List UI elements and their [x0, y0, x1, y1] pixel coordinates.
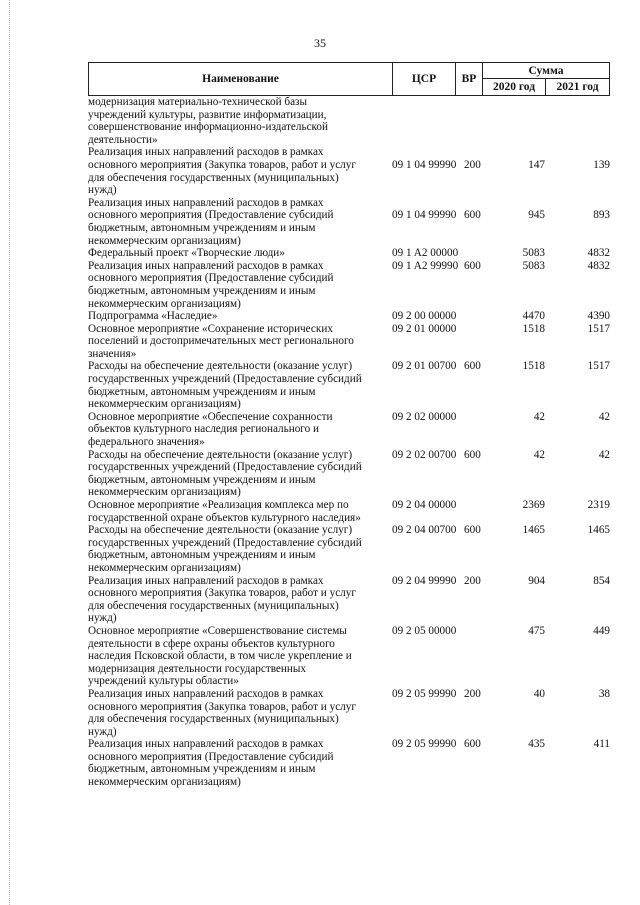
row-sum-2021: 139 [593, 158, 610, 171]
row-name-line: Реализация иных направлений расходов в рамках [88, 146, 324, 159]
row-name-line: некоммерческим организациям) [88, 486, 241, 499]
page-number: 35 [314, 36, 326, 50]
table-header [88, 62, 610, 96]
row-name-line: федерального значения» [88, 436, 205, 449]
row-name-line: государственной охране объектов культурного наследия» [88, 511, 361, 524]
row-vr: 600 [464, 360, 481, 373]
row-name-line: поселений и достопримечательных мест регионального [88, 335, 354, 348]
binding-edge [9, 0, 11, 905]
row-name-line: государственных учреждений (Предоставление субсидий [88, 461, 362, 474]
header-year-2020: 2020 год [482, 79, 545, 95]
row-sum-2020: 5083 [522, 247, 545, 260]
row-sum-2020: 5083 [522, 259, 545, 272]
row-name-line: государственных учреждений (Предоставление субсидий [88, 373, 362, 386]
row-name-line: для обеспечения государственных (муниципальных) [88, 713, 339, 726]
row-name-line: некоммерческим организациям) [88, 776, 241, 789]
row-name-line: основного мероприятия (Закупка товаров, работ и услуг [88, 700, 356, 713]
row-sum-2021: 38 [598, 687, 610, 700]
table-row [88, 499, 610, 524]
row-sum-2021: 449 [593, 624, 610, 637]
row-name [88, 146, 390, 196]
row-name-line: бюджетным, автономным учреждениям и иным [88, 473, 316, 486]
table-row [88, 411, 610, 449]
row-sum-2020: 147 [528, 158, 545, 171]
row-name-line: Реализация иных направлений расходов в рамках [88, 196, 324, 209]
row-csr: 09 1 A2 99990 [392, 259, 459, 272]
header-name: Наименование [202, 73, 279, 85]
table-body [88, 96, 610, 789]
row-name [88, 96, 390, 146]
row-sum-2021: 893 [593, 209, 610, 222]
row-name-line: бюджетным, автономным учреждениям и иным [88, 763, 316, 776]
row-name-line: Реализация иных направлений расходов в рамках [88, 574, 324, 587]
budget-table [88, 62, 610, 789]
row-name-line: модернизация деятельности государственных [88, 662, 306, 675]
table-row [88, 197, 610, 247]
row-csr: 09 2 04 00700 [392, 524, 457, 537]
row-sum-2021: 1517 [587, 322, 610, 335]
row-sum-2020: 42 [533, 410, 545, 423]
row-name-line: основного мероприятия (Предоставление субсидий [88, 750, 334, 763]
row-name-line: значения» [88, 347, 137, 360]
row-sum-2020: 1518 [522, 360, 545, 373]
row-name-line: Основное мероприятие «Совершенствование системы [88, 624, 347, 637]
row-name [88, 625, 390, 688]
table-row [88, 625, 610, 688]
row-csr: 09 2 05 99990 [392, 687, 457, 700]
row-name [88, 323, 390, 361]
row-name-line: некоммерческим организациям) [88, 398, 241, 411]
row-name-line: Основное мероприятие «Обеспечение сохранности [88, 410, 333, 423]
row-name [88, 260, 390, 310]
table-row [88, 260, 610, 310]
header-csr: ЦСР [392, 63, 455, 95]
row-name [88, 310, 390, 323]
row-sum-2020: 475 [528, 624, 545, 637]
table-row [88, 688, 610, 738]
row-name-line: Федеральный проект «Творческие люди» [88, 247, 285, 260]
row-name [88, 411, 390, 449]
row-sum-2020: 1465 [522, 524, 545, 537]
row-name-line: Основное мероприятие «Сохранение исторических [88, 322, 333, 335]
row-sum-2021: 854 [593, 574, 610, 587]
header-year-2021: 2021 год [545, 79, 609, 95]
row-name-line: нужд) [88, 184, 117, 197]
row-name-line: модернизация материально-технической базы [88, 96, 307, 108]
row-sum-2021: 4832 [587, 247, 610, 260]
row-sum-2020: 4470 [522, 310, 545, 323]
row-name-line: нужд) [88, 612, 117, 625]
header-sum: Сумма [482, 63, 609, 79]
row-name-line: Реализация иных направлений расходов в рамках [88, 738, 324, 751]
table-row [88, 323, 610, 361]
table-row [88, 96, 610, 146]
row-name [88, 524, 390, 574]
row-name-line: нужд) [88, 725, 117, 738]
row-name-line: Подпрограмма «Наследие» [88, 310, 218, 323]
row-name-line: наследия Псковской области, в том числе укрепление и [88, 650, 352, 663]
row-csr: 09 2 05 99990 [392, 738, 457, 751]
row-name-line: основного мероприятия (Закупка товаров, работ и услуг [88, 158, 356, 171]
row-name-line: Расходы на обеспечение деятельности (оказание услуг) [88, 360, 353, 373]
row-name-line: для обеспечения государственных (муниципальных) [88, 599, 339, 612]
row-name-line: бюджетным, автономным учреждениям и иным [88, 385, 316, 398]
table-row [88, 738, 610, 788]
row-name-line: некоммерческим организациям) [88, 234, 241, 247]
row-name [88, 738, 390, 788]
row-csr: 09 2 04 99990 [392, 574, 457, 587]
table-row [88, 310, 610, 323]
row-name-line: учреждений культуры области» [88, 675, 239, 688]
row-name-line: Основное мероприятие «Реализация комплекса мер по [88, 499, 349, 511]
row-name [88, 197, 390, 247]
row-sum-2020: 904 [528, 574, 545, 587]
row-name-line: Реализация иных направлений расходов в рамках [88, 259, 324, 272]
row-name-line: бюджетным, автономным учреждениям и иным [88, 284, 316, 297]
row-vr: 200 [464, 158, 481, 171]
row-sum-2021: 1465 [587, 524, 610, 537]
row-name-line: некоммерческим организациям) [88, 561, 241, 574]
row-name-line: основного мероприятия (Предоставление субсидий [88, 272, 334, 285]
row-sum-2020: 945 [528, 209, 545, 222]
table-row [88, 524, 610, 574]
row-csr: 09 2 01 00000 [392, 322, 457, 335]
table-row [88, 449, 610, 499]
row-name-line: деятельности в сфере охраны объектов культурного [88, 637, 335, 650]
row-sum-2021: 2319 [587, 499, 610, 511]
table-row [88, 247, 610, 260]
row-name-line: Реализация иных направлений расходов в рамках [88, 687, 324, 700]
table-row [88, 146, 610, 196]
row-name-line: Расходы на обеспечение деятельности (оказание услуг) [88, 448, 353, 461]
row-sum-2021: 4390 [587, 310, 610, 323]
row-csr: 09 1 A2 00000 [392, 247, 459, 260]
row-name-line: для обеспечения государственных (муниципальных) [88, 171, 339, 184]
row-sum-2020: 1518 [522, 322, 545, 335]
row-csr: 09 2 01 00700 [392, 360, 457, 373]
row-sum-2020: 40 [533, 687, 545, 700]
table-row [88, 575, 610, 625]
row-vr: 600 [464, 738, 481, 751]
table-row [88, 360, 610, 410]
row-sum-2020: 42 [533, 448, 545, 461]
row-name-line: основного мероприятия (Предоставление субсидий [88, 209, 334, 222]
row-vr: 600 [464, 209, 481, 222]
row-vr: 600 [464, 259, 481, 272]
row-name [88, 688, 390, 738]
row-name [88, 499, 390, 524]
row-csr: 09 2 00 00000 [392, 310, 457, 323]
row-name-line: основного мероприятия (Закупка товаров, работ и услуг [88, 587, 356, 600]
row-csr: 09 2 05 00000 [392, 624, 457, 637]
row-name-line: некоммерческим организациям) [88, 297, 241, 310]
row-name-line: бюджетным, автономным учреждениям и иным [88, 549, 316, 562]
row-vr: 600 [464, 448, 481, 461]
row-csr: 09 2 02 00000 [392, 410, 457, 423]
row-sum-2021: 4832 [587, 259, 610, 272]
row-sum-2021: 1517 [587, 360, 610, 373]
row-name [88, 360, 390, 410]
row-name-line: деятельности» [88, 133, 158, 146]
row-name-line: бюджетным, автономным учреждениям и иным [88, 221, 316, 234]
row-sum-2020: 435 [528, 738, 545, 751]
row-csr: 09 1 04 99990 [392, 209, 457, 222]
row-csr: 09 2 04 00000 [392, 499, 457, 511]
row-name [88, 247, 390, 260]
row-sum-2021: 42 [598, 410, 610, 423]
row-name-line: объектов культурного наследия регионального и [88, 423, 319, 436]
row-sum-2020: 2369 [522, 499, 545, 511]
row-csr: 09 1 04 99990 [392, 158, 457, 171]
row-name-line: государственных учреждений (Предоставление субсидий [88, 536, 362, 549]
header-vr: ВР [455, 63, 482, 95]
row-csr: 09 2 02 00700 [392, 448, 457, 461]
row-vr: 600 [464, 524, 481, 537]
row-name-line: учреждений культуры, развитие информатизации, [88, 108, 327, 121]
row-name-line: совершенствование информационно-издательской [88, 121, 328, 134]
row-name [88, 449, 390, 499]
row-sum-2021: 411 [593, 738, 610, 751]
row-sum-2021: 42 [598, 448, 610, 461]
row-name [88, 575, 390, 625]
row-vr: 200 [464, 687, 481, 700]
row-name-line: Расходы на обеспечение деятельности (оказание услуг) [88, 524, 353, 537]
row-vr: 200 [464, 574, 481, 587]
